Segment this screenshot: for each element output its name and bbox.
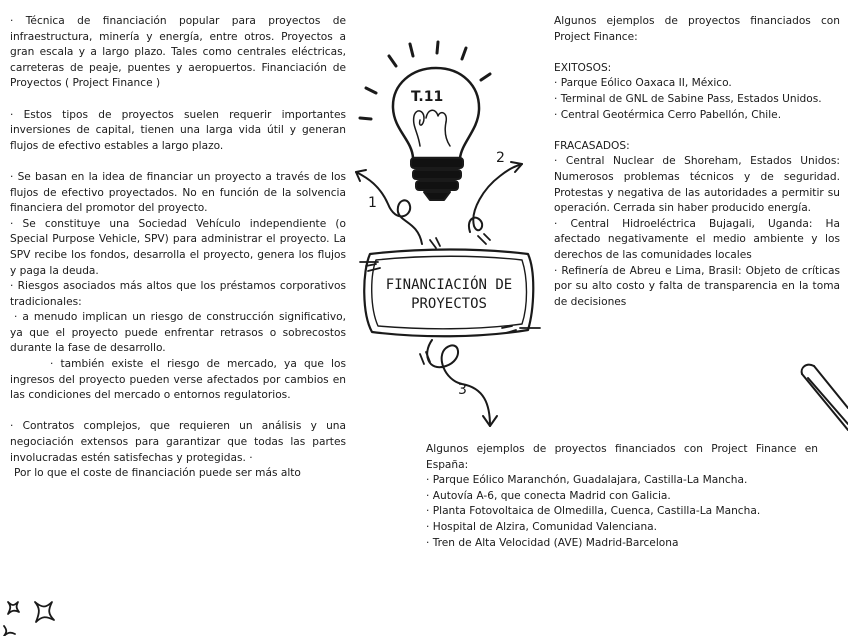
- paragraph: · también existe el riesgo de mercado, ya que los ingresos del proyecto pueden verse afectados por cambios en las condiciones del mercado o entornos regulatorios.: [10, 358, 346, 402]
- paragraph: · Se basan en la idea de financiar un proyecto a través de los flujos de efectivo proyectados. No en función de la solvencia financiera del promotor del proyecto.: [10, 170, 346, 215]
- list-item: · Central Geotérmica Cerro Pabellón, Chile.: [554, 108, 782, 121]
- title-banner: [360, 250, 540, 337]
- arrow-2: [469, 162, 522, 232]
- list-item: · Autovía A-6, que conecta Madrid con Galicia.: [426, 489, 671, 502]
- paragraph: · Contratos complejos, que requieren un análisis y una negociación extensos para garantizar que todas las partes involucradas estén satisfechas y protegidas. ·: [10, 420, 346, 464]
- list-item: · Hospital de Alzira, Comunidad Valenciana.: [426, 520, 658, 533]
- arrow-1: [356, 170, 422, 244]
- paragraph: · Se constituye una Sociedad Vehículo independiente (o Special Purpose Vehicle, SPV) para administrar el proyecto. La SPV recibe los fondos, desarrolla el proyecto, genera los flujos y paga la deuda.: [10, 217, 346, 277]
- right-column: [554, 14, 840, 310]
- list-item: · Parque Eólico Oaxaca II, México.: [554, 77, 732, 90]
- paragraph: · Estos tipos de proyectos suelen requerir importantes inversiones de capital, tienen una larga vida útil y generan flujos de efectivo estables a largo plazo.: [10, 108, 346, 152]
- arrow-3: [427, 340, 497, 426]
- paragraph: · a menudo implican un riesgo de construcción significativo, ya que el proyecto puede enfrentar retrasos o sobrecostos durante la fase de desarrollo.: [10, 311, 346, 355]
- sparkle-icon: [4, 602, 54, 636]
- banner-title-line-1: FINANCIACIÓN DE: [385, 277, 513, 293]
- section-heading: EXITOSOS:: [554, 61, 612, 74]
- list-item: · Central Nuclear de Shoreham, Estados Unidos: Numerosos problemas técnicos y de seguridad. Protestas y negativa de las autoridades a permitir su operación. Cerrada sin haber producido energía.: [554, 155, 840, 215]
- banner-title-line-2: PROYECTOS: [411, 296, 487, 312]
- list-item: · Planta Fotovoltaica de Olmedilla, Cuenca, Castilla-La Mancha.: [426, 505, 761, 518]
- paragraph: · Técnica de financiación popular para proyectos de infraestructura, minería y energía, entre otros. Proyectos a gran escala y a largo plazo. Tales como centrales eléctricas, carreteras de peaje, puentes y aeropuertos. Financiación de Proyectos ( Project Finance ): [10, 15, 346, 90]
- paragraph: Por lo que el coste de financiación puede ser más alto: [14, 467, 301, 480]
- bottom-column: [426, 442, 818, 551]
- arrow-1-label: 1: [368, 195, 377, 211]
- pencil-icon: [802, 365, 848, 430]
- paragraph: · Riesgos asociados más altos que los préstamos corporativos tradicionales:: [10, 280, 346, 308]
- arrow-3-label: 3: [458, 382, 467, 398]
- list-item: · Refinería de Abreu e Lima, Brasil: Objeto de críticas por su alto costo y falta de transparencia en la toma de decisiones: [554, 264, 840, 308]
- left-column: [10, 14, 346, 482]
- section-heading: FRACASADOS:: [554, 139, 630, 152]
- list-item: · Terminal de GNL de Sabine Pass, Estados Unidos.: [554, 92, 822, 105]
- bulb-label: T.11: [411, 89, 444, 105]
- lightbulb-icon: [393, 68, 479, 200]
- list-item: · Central Hidroeléctrica Bujagali, Uganda: Ha afectado negativamente el medio ambiente y los derechos de las comunidades locales: [554, 217, 840, 261]
- paragraph: Algunos ejemplos de proyectos financiados con Project Finance:: [554, 15, 840, 43]
- decorative-marks: [366, 234, 516, 364]
- list-item: · Tren de Alta Velocidad (AVE) Madrid-Barcelona: [426, 536, 679, 549]
- bulb-rays: [360, 42, 490, 119]
- paragraph: Algunos ejemplos de proyectos financiados con Project Finance en España:: [426, 443, 818, 471]
- arrow-2-label: 2: [496, 150, 505, 166]
- list-item: · Parque Eólico Maranchón, Guadalajara, Castilla-La Mancha.: [426, 474, 748, 487]
